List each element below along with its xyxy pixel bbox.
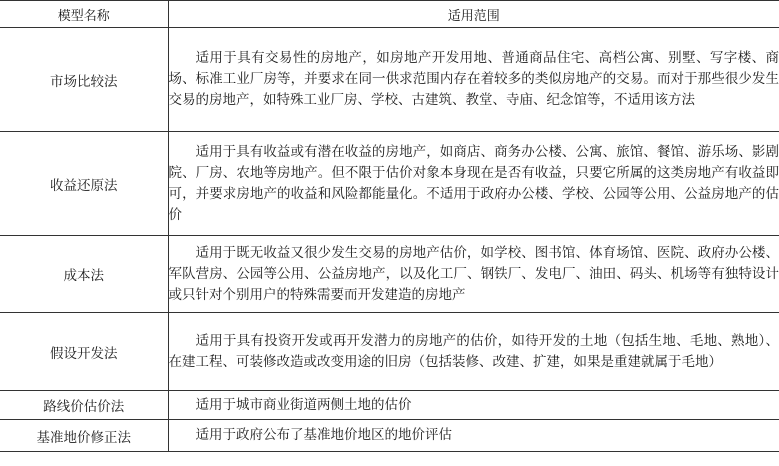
header-applicable-scope: 适用范围: [168, 1, 779, 28]
table-row: [0, 313, 779, 391]
method-scope: [168, 313, 779, 391]
method-scope: [168, 420, 779, 452]
method-scope-text: 适用于具有收益或有潜在收益的房地产，如商店、商务办公楼、公寓、旅馆、餐馆、游乐场、影剧院、厂房、农地等房地产。但不限于估价对象本身现在是否有收益，只要它所属的这类房地产有收益即可，并要求房地产的收益和风险都能量化。不适用于政府办公楼、学校、公园等公用、公益房地产的估价: [168, 143, 779, 223]
table-header-row: [0, 1, 779, 28]
method-scope-text: 适用于政府公布了基准地价地区的地价评估: [195, 427, 452, 443]
method-name: 基准地价修正法: [0, 420, 168, 452]
method-name: 成本法: [0, 236, 168, 313]
method-scope: [168, 132, 779, 236]
method-scope-text: 适用于既无收益又很少发生交易的房地产估价，如学校、图书馆、体育场馆、医院、政府办公楼、军队营房、公园等公用、公益房地产，以及化工厂、钢铁厂、发电厂、油田、码头、机场等有独特设计或只针对个别用户的特殊需要而开发建造的房地产: [168, 244, 779, 303]
method-scope: [168, 28, 779, 132]
table-row: [0, 28, 779, 132]
method-scope-text: 适用于具有投资开发或再开发潜力的房地产的估价，如待开发的土地（包括生地、毛地、熟地）、在建工程、可装修改造或改变用途的旧房（包括装修、改建、扩建，如果是重建就属于毛地）: [168, 332, 779, 370]
method-name: 市场比较法: [0, 28, 168, 132]
table-row: [0, 391, 779, 420]
method-scope: [168, 391, 779, 420]
method-scope-text: 适用于城市商业街道两侧土地的估价: [195, 396, 412, 413]
table-row: [0, 420, 779, 452]
table-row: [0, 132, 779, 236]
table-row: [0, 236, 779, 313]
method-scope: [168, 236, 779, 313]
header-model-name: 模型名称: [0, 1, 168, 28]
method-name: 假设开发法: [0, 313, 168, 391]
method-name: 路线价估价法: [0, 391, 168, 420]
method-name: 收益还原法: [0, 132, 168, 236]
method-scope-text: 适用于具有交易性的房地产，如房地产开发用地、普通商品住宅、高档公寓、别墅、写字楼、商场、标准工业厂房等，并要求在同一供求范围内存在着较多的类似房地产的交易。而对于那些很少发生交易的房地产，如特殊工业厂房、学校、古建筑、教堂、寺庙、纪念馆等，不适用该方法: [168, 50, 779, 108]
